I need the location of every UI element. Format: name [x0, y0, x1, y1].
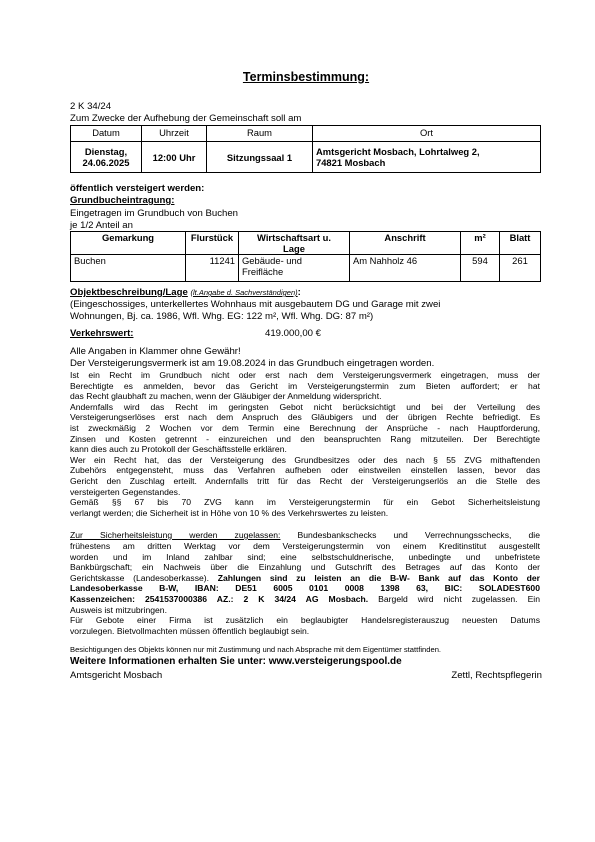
room-cell: Sitzungssaal 1 — [207, 142, 313, 173]
header-wirtschaftsart-2: Lage — [283, 243, 305, 254]
value-line — [70, 328, 322, 339]
rights-line: Gericht den Zuschlag erteilt. Andernfalls tritt für das Recht der Versteigerungserlös an die Stelle des — [70, 476, 540, 486]
object-heading-line — [70, 287, 301, 298]
sicherheit-line-plain: Bargeld wird nicht zugelassen. Ein — [378, 594, 540, 604]
header-gemarkung: Gemarkung — [71, 232, 186, 255]
sicherheit-line-plain: Gerichtskasse (Landesoberkasse). — [70, 572, 218, 583]
rights-line: Gemäß §§ 67 bis 70 ZVG kann im Versteigerungstermin für ein Gebot Sicherheitsleistung — [70, 497, 540, 508]
info-line: Weitere Informationen erhalten Sie unter: www.versteigerungspool.de — [70, 656, 402, 667]
grundbuch-line-2: je 1/2 Anteil an — [70, 220, 133, 231]
wirtschaftsart-line-1: Gebäude- und — [242, 255, 302, 266]
rights-line: Andernfalls wird das Recht im geringsten Gebot nicht berücksichtigt und bei der Verteilung des — [70, 401, 540, 412]
header-flurstueck: Flurstück — [186, 232, 239, 255]
rights-line: Versteigerungserlöses erst nach dem Anspruch des Gläubigers und der übrigen Rechte befriedigt. Es — [70, 412, 540, 423]
sicherheit-line: vorzulegen. Bietvollmachten müssen öffentlich beglaubigt sein. — [70, 625, 310, 636]
weekday: Dienstag, — [84, 146, 128, 157]
sicherheit-line: Bankbürgschaft; ein Nachweis über die Einzahlung und Gutschrift des Betrages auf das Konto der — [70, 562, 540, 573]
object-line-1: (Eingeschossiges, unterkellertes Wohnhaus mit ausgebautem DG und Garage mit zwei — [70, 299, 441, 310]
sicherheit-line: worden und im Inland zahlbar sind; eine selbstschuldnerische, unbedingte und unbefristete — [70, 551, 540, 562]
case-number: 2 K 34/24 — [70, 101, 112, 112]
sicherheit-line: Für Gebote einer Firma ist zusätzlich ein beglaubigter Handelsregisterauszug neuesten Datums — [70, 615, 540, 626]
place-cell — [313, 142, 541, 173]
date-cell — [71, 142, 142, 173]
m2-cell: 594 — [461, 255, 500, 282]
date: 24.06.2025 — [82, 157, 130, 168]
anschrift-cell: Am Nahholz 46 — [350, 255, 461, 282]
header-raum: Raum — [207, 126, 313, 142]
blatt-cell: 261 — [500, 255, 541, 282]
page-title: Terminsbestimmung: — [242, 70, 370, 84]
object-note: (lt.Angabe d. Sachverständigen) — [190, 288, 298, 297]
sicherheit-label: Zur Sicherheitsleistung werden zugelassen: — [70, 530, 281, 540]
parcel-row — [71, 255, 541, 282]
place-line-2: 74821 Mosbach — [316, 157, 386, 168]
grundbuch-line-1: Eingetragen im Grundbuch von Buchen — [70, 208, 238, 219]
sicherheit-line: Landesoberkasse B-W, IBAN: DE51 6005 0101 0008 1398 63, BIC: SOLADEST600 — [70, 583, 540, 594]
header-wirtschaftsart — [239, 232, 350, 255]
sicherheit-first-rest: Bundesbankschecks und Verrechnungsschecks, die — [280, 530, 540, 540]
rights-line: kann dies auch zu Protokoll der Geschäftsstelle erklären. — [70, 444, 287, 455]
sicherheit-line: Ausweis ist mitzubringen. — [70, 604, 167, 615]
parcel-table — [70, 231, 541, 282]
header-datum: Datum — [71, 126, 142, 142]
value-amount: 419.000,00 € — [265, 328, 322, 339]
header-uhrzeit: Uhrzeit — [142, 126, 207, 142]
header-wirtschaftsart-1: Wirtschaftsart u. — [257, 232, 331, 243]
object-heading: Objektbeschreibung/Lage — [70, 287, 188, 298]
schedule-row — [71, 142, 541, 173]
header-m2: m² — [461, 232, 500, 255]
place-line-1: Amtsgericht Mosbach, Lohrtalweg 2, — [316, 146, 480, 157]
value-label: Verkehrswert: — [70, 328, 134, 339]
rights-line: ist zweckmäßig 2 Wochen vor dem Termin eine Berechnung der Ansprüche - nach Hauptforderung, — [70, 423, 540, 433]
sicherheit-line — [70, 594, 540, 605]
object-line-2: Wohnungen, Bj. ca. 1986, Wfl. Whg. EG: 122 m², Wfl. Whg. DG: 87 m²) — [70, 311, 374, 322]
sicherheit-line-bold: Kassenzeichen: 2541537000386 AZ.: 2 K 34/24 AG Mosbach. — [70, 594, 379, 604]
besichtigung-note: Besichtigungen des Objekts können nur mit Zustimmung und nach Absprache mit dem Eigentümer stattfinden. — [70, 645, 442, 654]
court-name: Amtsgericht Mosbach — [70, 670, 163, 681]
gemarkung-cell: Buchen — [71, 255, 186, 282]
header-ort: Ort — [313, 126, 541, 142]
rights-line: das Recht glaubhaft zu machen, wenn der Gläubiger der Anmeldung widerspricht. — [70, 391, 382, 402]
rights-line: Zubehörs entgegensteht, muss das Verfahren aufheben oder einstweilen einstellen lassen, bevor das — [70, 465, 540, 476]
flurstueck-cell: 11241 — [186, 255, 239, 282]
object-heading-colon: : — [297, 287, 301, 298]
rights-line: versteigerten Gegenstandes. — [70, 486, 181, 497]
wirtschaftsart-line-2: Freifläche — [242, 266, 284, 277]
schedule-table — [70, 125, 541, 173]
rights-line: Berechtigte es anmelden, bevor das Gericht im Versteigerungstermin zum Bieten auffordert; er hat — [70, 380, 540, 391]
header-blatt: Blatt — [500, 232, 541, 255]
rights-line: Ist ein Recht im Grundbuch nicht oder erst nach dem Versteigerungsvermerk eingetragen, muss der — [70, 370, 540, 380]
disclaimer: Alle Angaben in Klammer ohne Gewähr! — [70, 346, 241, 357]
sicherheit-line — [70, 573, 540, 584]
sicherheit-first-line — [70, 530, 540, 541]
auction-text: öffentlich versteigert werden: — [70, 183, 205, 194]
sicherheit-line-bold: Zahlungen sind zu leisten an die B-W- Bank auf das Konto der — [217, 572, 540, 583]
rights-line: Wer ein Recht hat, das der Versteigerung des Grundbesitzes oder des nach § 55 ZVG mithaftenden — [70, 454, 540, 465]
sicherheit-line: frühestens am dritten Werktag vor dem Versteigerungstermin von einem Kreditinstitut ausgestellt — [70, 541, 540, 551]
rights-line: Zinsen und Kosten getrennt - einzureichen und den beanspruchten Rang mitzuteilen. Der Berechtigte — [70, 433, 540, 444]
clerk-signature: Zettl, Rechtspflegerin — [451, 670, 542, 681]
rights-line: verlangt werden; die Sicherheit ist in Höhe von 10 % des Verkehrswertes zu leisten. — [70, 507, 389, 518]
header-anschrift: Anschrift — [350, 232, 461, 255]
vermerk: Der Versteigerungsvermerk ist am 19.08.2024 in das Grundbuch eingetragen worden. — [70, 358, 435, 369]
wirtschaftsart-cell — [239, 255, 350, 282]
intro-text: Zum Zwecke der Aufhebung der Gemeinschaft soll am — [70, 113, 302, 124]
grundbuch-heading: Grundbucheintragung: — [70, 195, 175, 206]
time-cell: 12:00 Uhr — [142, 142, 207, 173]
